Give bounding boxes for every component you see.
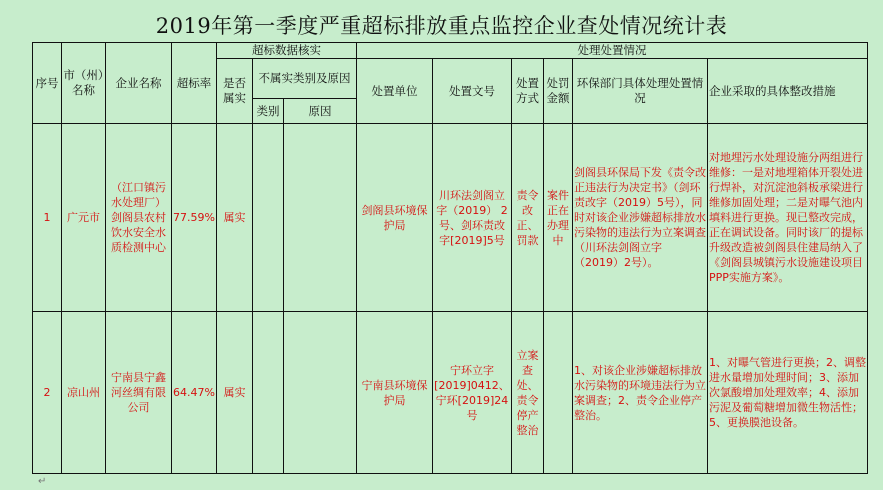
row-fine: 案件正在办理中 bbox=[543, 124, 572, 312]
row-env-dept-handling: 1、对该企业涉嫌超标排放水污染物的环境违法行为立案调查；2、责令企业停产整治。 bbox=[572, 312, 707, 474]
header-env-dept-handling: 环保部门具体处理处置情况 bbox=[572, 59, 707, 124]
table-row bbox=[33, 312, 868, 474]
header-method: 处置方式 bbox=[511, 59, 543, 124]
header-category: 类别 bbox=[252, 99, 283, 124]
header-company: 企业名称 bbox=[106, 43, 172, 124]
header-not-true-group: 不属实类别及原因 bbox=[252, 59, 356, 99]
header-is-true: 是否属实 bbox=[216, 59, 252, 124]
header-exceed-rate: 超标率 bbox=[172, 43, 217, 124]
header-rectification: 企业采取的具体整改措施 bbox=[707, 59, 867, 124]
row-doc-no: 川环法剑阁立字（2019） 2号、剑环责改字[2019]5号 bbox=[432, 124, 511, 312]
row-env-dept-handling: 剑阁县环保局下发《责令改正违法行为决定书》（剑环责改字（2019）5号），同时对该企业涉嫌超标排放水污染物的违法行为立案调查（川环法剑阁立字（2019）2号）。 bbox=[572, 124, 707, 312]
row-is-true: 属实 bbox=[216, 312, 252, 474]
row-handling-unit: 宁南县环境保护局 bbox=[356, 312, 432, 474]
row-company: 宁南县宁鑫河丝绸有限公司 bbox=[106, 312, 172, 474]
row-exceed-rate: 77.59% bbox=[172, 124, 217, 312]
paragraph-mark-icon: ↵ bbox=[38, 476, 47, 487]
row-reason bbox=[283, 312, 356, 474]
row-fine bbox=[543, 312, 572, 474]
row-rectification: 对地埋污水处理设施分两组进行维修：一是对地埋箱体开裂处进行焊补，对沉淀池斜板承梁进行维修加固处理；二是对曝气池内填料进行更换。现已整改完成，正在调试设备。同时该厂的提标升级改造被剑阁县住建局纳入了《剑阁县城镇污水设施建设项目PPP实施方案》。 bbox=[707, 124, 867, 312]
row-method: 责令改正、罚款 bbox=[511, 124, 543, 312]
header-doc-no: 处置文号 bbox=[432, 59, 511, 124]
row-seq: 2 bbox=[33, 312, 62, 474]
header-reason: 原因 bbox=[283, 99, 356, 124]
row-handling-unit: 剑阁县环境保护局 bbox=[356, 124, 432, 312]
page-title: 2019年第一季度严重超标排放重点监控企业查处情况统计表 bbox=[155, 14, 728, 38]
header-handling-group: 处理处置情况 bbox=[356, 43, 867, 59]
row-company: （江口镇污水处理厂）剑阁县农村饮水安全水质检测中心 bbox=[106, 124, 172, 312]
row-exceed-rate: 64.47% bbox=[172, 312, 217, 474]
header-verification-group: 超标数据核实 bbox=[216, 43, 356, 59]
row-seq: 1 bbox=[33, 124, 62, 312]
statistics-table bbox=[32, 42, 868, 474]
header-handling-unit: 处置单位 bbox=[356, 59, 432, 124]
row-doc-no: 宁环立字[2019]0412、宁环[2019]24号 bbox=[432, 312, 511, 474]
row-category bbox=[252, 312, 283, 474]
header-city: 市（州）名称 bbox=[62, 43, 106, 124]
table-row bbox=[33, 124, 868, 312]
header-fine: 处罚金额 bbox=[543, 59, 572, 124]
row-category bbox=[252, 124, 283, 312]
row-city: 凉山州 bbox=[62, 312, 106, 474]
row-method: 立案查处、责令停产整治 bbox=[511, 312, 543, 474]
row-rectification: 1、对曝气管进行更换；2、调整进水量增加处理时间；3、添加次氯酸增加处理效率；4、添加污泥及葡萄糖增加微生物活性；5、更换膜池设备。 bbox=[707, 312, 867, 474]
header-seq: 序号 bbox=[33, 43, 62, 124]
row-is-true: 属实 bbox=[216, 124, 252, 312]
row-reason bbox=[283, 124, 356, 312]
row-city: 广元市 bbox=[62, 124, 106, 312]
